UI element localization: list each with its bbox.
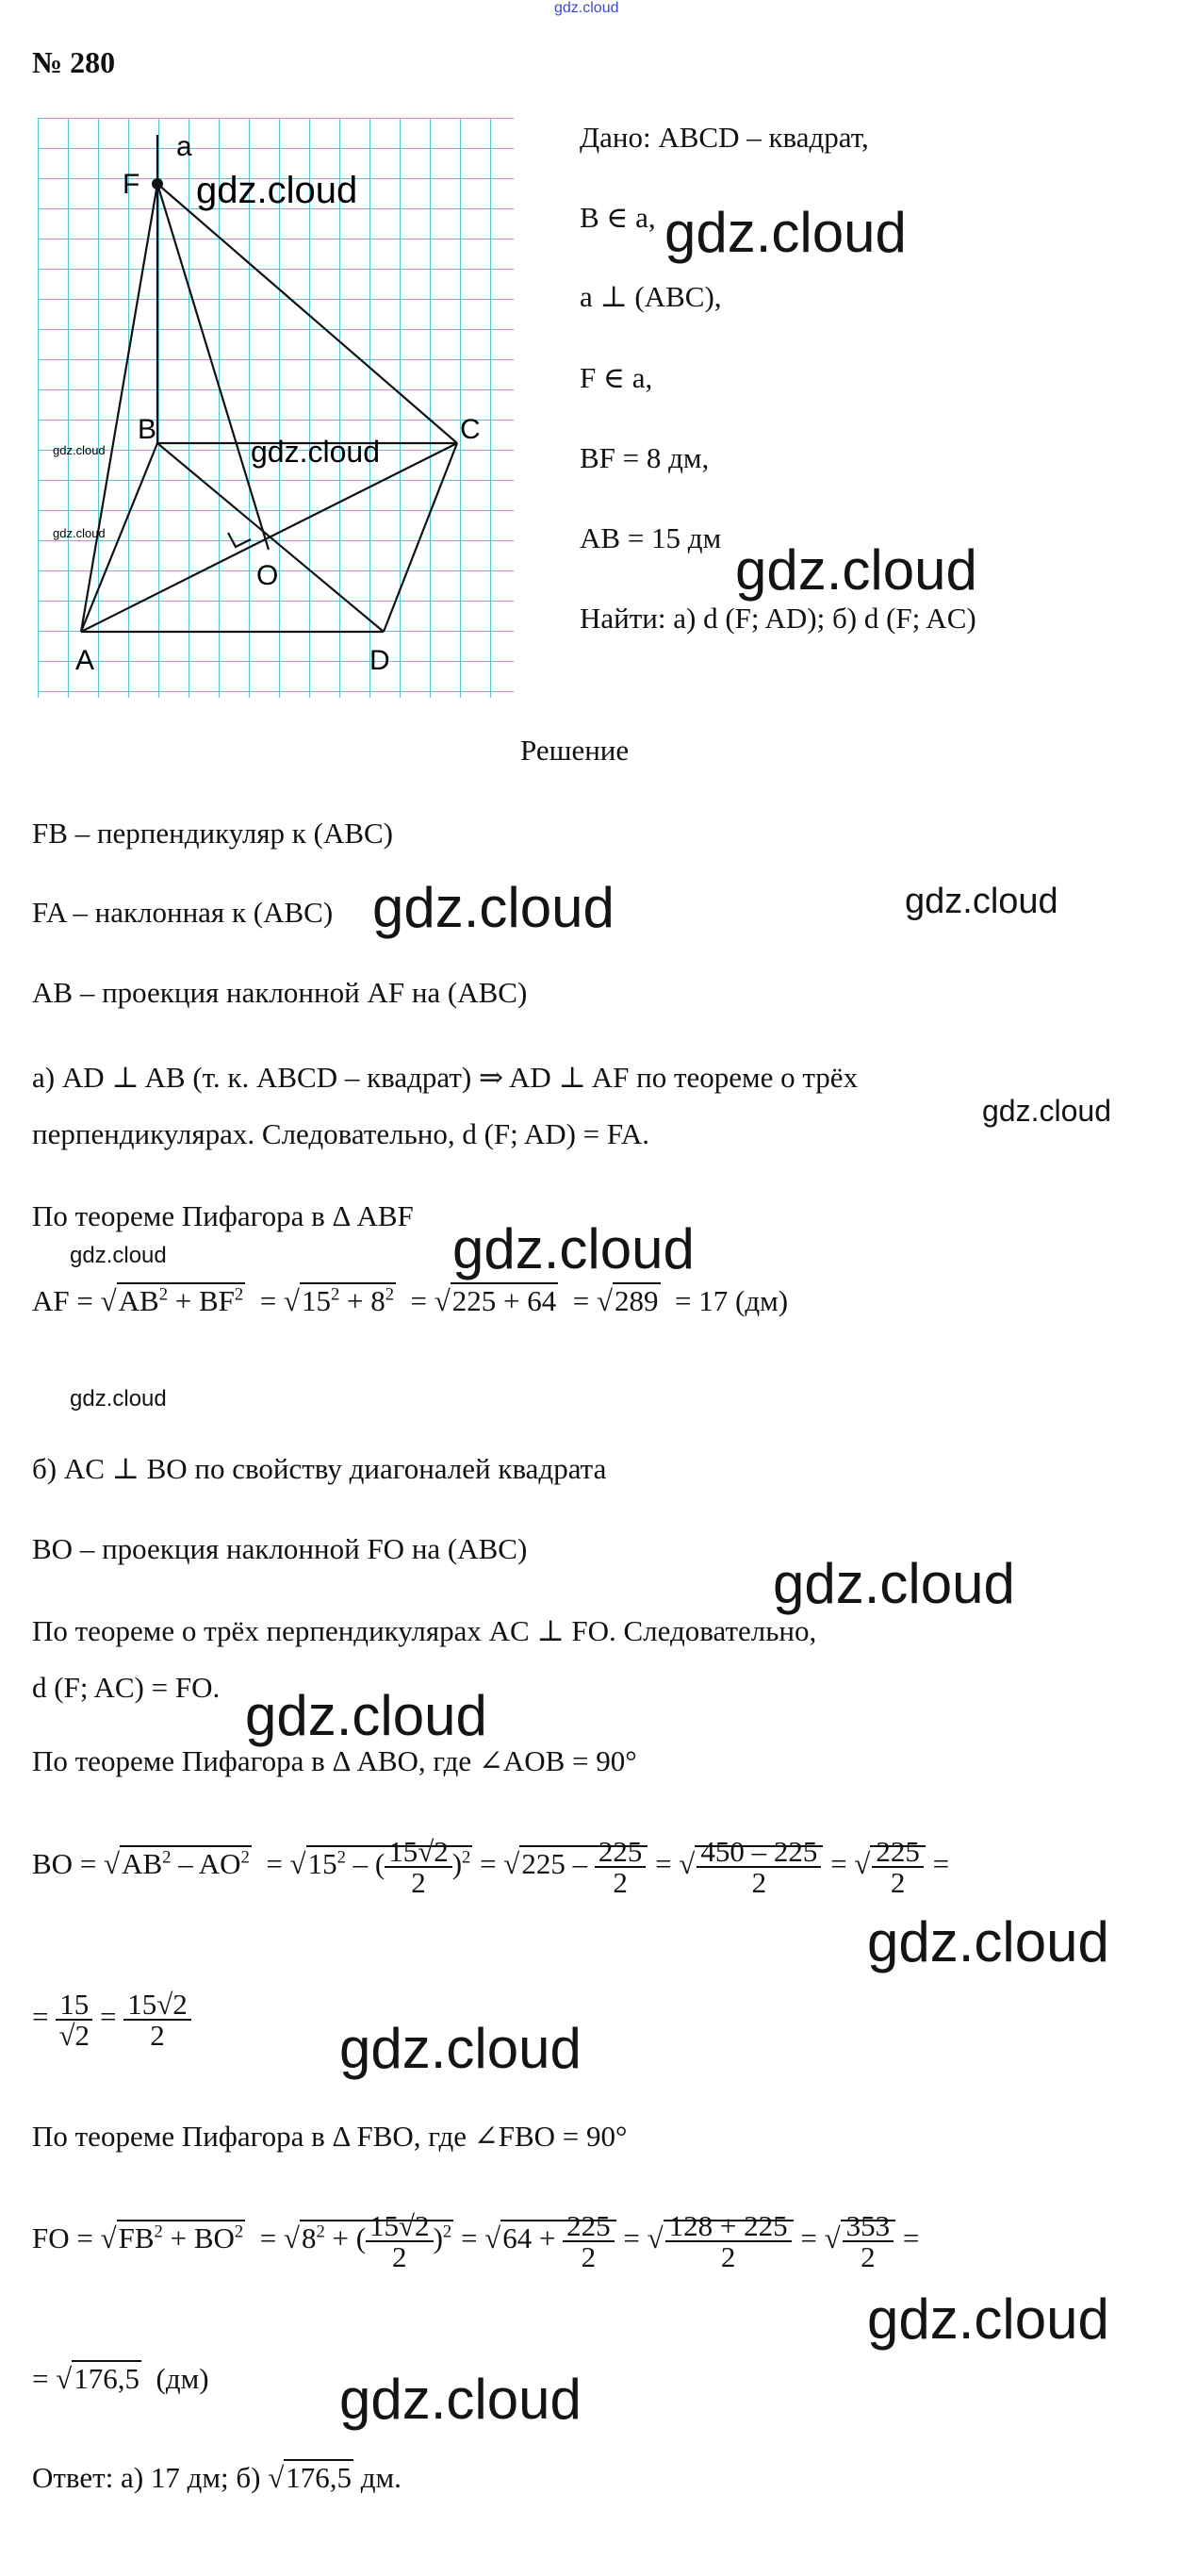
watermark: gdz.cloud [773,1552,1015,1615]
formula-bo: BO = $√AB^2 - AO^2 = √15^2$ – ( $\frac{15√2}{2}$ )$^2$ = √225 – $\frac{225}{2}$ = √ $\frac{450 - 225}{2}$ = √ $\frac{225}{2}$ = [32,1835,950,1899]
label-f: F [123,169,140,200]
given-line-2: B ∈ a, [580,201,656,234]
watermark: gdz.cloud [867,2287,1109,2351]
figure-svg [38,118,514,698]
line-pyth3: По теореме Пифагора в Δ FBO, где ∠FBO = 90° [32,2120,628,2153]
watermark: gdz.cloud [70,1243,167,1268]
label-c: C [460,414,481,445]
formula-af: AF = $√AB^2 + BF^2 = √15^2 + 8^2 = √225 + 64 = √289 = 17$ (дм) [32,1284,789,1317]
watermark: gdz.cloud [867,1910,1109,1973]
watermark: gdz.cloud [735,538,977,602]
line-bo: BO – проекция наклонной FO на (ABC) [32,1532,528,1565]
answer-suffix: дм. [360,2461,402,2494]
problem-title: № 280 [32,45,116,79]
answer-line: Ответ: а) 17 дм; б) √176,5 дм. [32,2461,402,2494]
watermark: gdz.cloud [452,1217,695,1280]
figure-watermark-mid: gdz.cloud [251,435,380,469]
figure-watermark-small-2: gdz.cloud [53,526,106,540]
line-three1: По теореме о трёх перпендикулярах AC ⊥ FO. Следовательно, [32,1614,817,1647]
formula-fo: FO = $√FB^2 + BO^2 = √8^2$ + ( $\frac{15√2}{2}$ )$^2$ = √64 + $\frac{225}{2}$ = √ $\frac{128 + 225}{2}$ = √ $\frac{353}{2}$ = [32,2209,920,2273]
line-pyth2: По теореме Пифагора в Δ ABO, где ∠AOB = 90° [32,1744,637,1777]
watermark: gdz.cloud [905,882,1058,921]
line-fb: FB – перпендикуляр к (ABC) [32,817,394,850]
given-line-3: a ⊥ (ABC), [580,280,722,313]
watermark: gdz.cloud [245,1684,487,1747]
geometry-figure [38,118,514,698]
watermark: gdz.cloud [982,1094,1111,1128]
label-o: O [256,560,279,591]
line-b1: б) AC ⊥ BO по свойству диагоналей квадрата [32,1452,607,1485]
figure-watermark-top: gdz.cloud [196,170,358,211]
line-a2: перпендикулярах. Следовательно, d (F; AD) = FA. [32,1117,649,1150]
given-line-6: AB = 15 дм [580,521,722,554]
label-a-vertex: A [75,645,95,676]
watermark: gdz.cloud [70,1386,167,1412]
watermark: gdz.cloud [664,201,907,264]
label-a: a [176,131,192,162]
watermark: gdz.cloud [372,876,615,939]
watermark: gdz.cloud [339,2017,582,2080]
formula-bo-result: = $\frac{15}{√2}$ = $\frac{15√2}{2}$ [32,1990,191,2050]
find-line: Найти: а) d (F; AD); б) d (F; AC) [580,602,976,635]
line-pyth1: По теореме Пифагора в Δ ABF [32,1199,414,1232]
line-fa: FA – наклонная к (ABC) [32,896,334,929]
given-line-1: Дано: ABCD – квадрат, [580,121,869,154]
label-b: B [138,414,157,445]
solution-heading: Решение [520,734,630,767]
top-watermark: gdz.cloud [554,0,619,16]
watermark: gdz.cloud [339,2368,582,2431]
formula-fo-result: = √176,5 (дм) [32,2362,209,2395]
line-ab: AB – проекция наклонной AF на (ABC) [32,976,528,1009]
given-line-4: F ∈ a, [580,361,653,394]
line-a1: а) AD ⊥ AB (т. к. ABCD – квадрат) ⇒ AD ⊥ AF по теореме о трёх [32,1061,859,1094]
figure-watermark-small-1: gdz.cloud [53,443,106,457]
given-line-5: BF = 8 дм, [580,441,710,474]
label-d: D [369,645,390,676]
line-three2: d (F; AC) = FO. [32,1671,221,1704]
point-f [152,178,163,190]
answer-prefix: Ответ: а) 17 дм; б) [32,2461,261,2494]
